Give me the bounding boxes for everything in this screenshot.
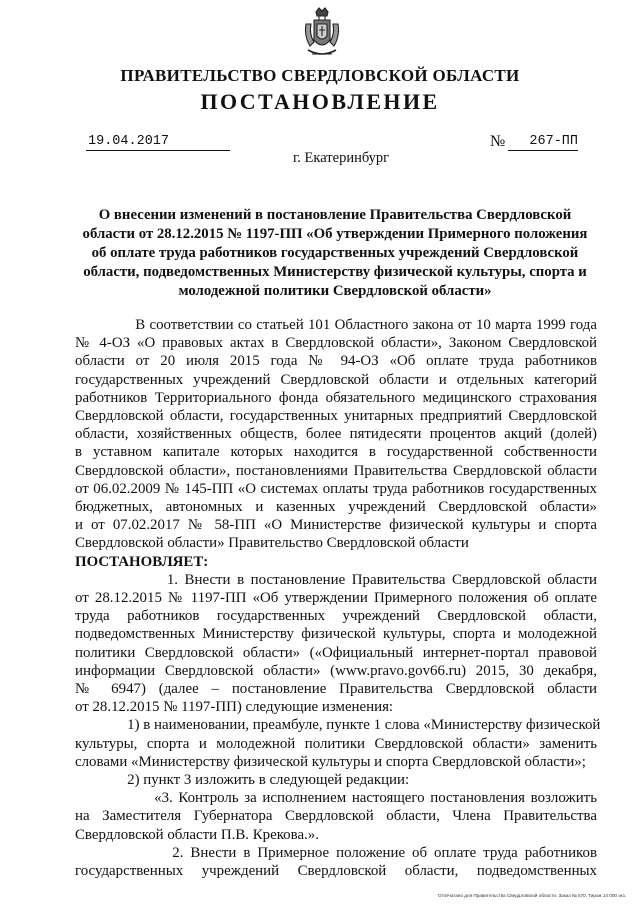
body-line: от 28.12.2015 № 1197-ПП «Об утверждении Примерного положения об оплате (75, 590, 597, 606)
body-line: словами «Министерству физической культуры и спорта Свердловской области»; (75, 753, 586, 770)
body-line: бюджетных, автономных и казенных учреждений Свердловской области» (75, 499, 597, 515)
body-line: политики Свердловской области» («Официальный интернет-портал правовой (75, 644, 597, 661)
document-number: 267-ПП (508, 134, 578, 151)
document-title: О внесении изменений в постановление Правительства Свердловской области от 28.12.2015 № 1197-ПП «Об утверждении Примерного положения об оплате труда работников государственных учреждений Свердловской области, подведомственных Министерству физической культуры, спорта и молодежной политики Свердловской области» (82, 207, 588, 299)
body-line: области, хозяйственных обществ, более пятидесяти процентов акций (долей) (75, 426, 597, 443)
body-line: в уставном капитале которых находится в государственной собственности (75, 444, 597, 461)
body-line: от 06.02.2009 № 145-ПП «О системах оплаты труда работников государственных (75, 480, 597, 497)
body-line: Свердловской области» Правительство Свердловской области (75, 535, 469, 552)
coat-of-arms-icon (302, 6, 342, 62)
body-line: Свердловской области», постановлениями Правительства Свердловской области (75, 462, 597, 479)
document-type: ПОСТАНОВЛЕНИЕ (200, 89, 440, 114)
body-line: труда работников государственных учреждений Свердловской области, (75, 608, 597, 625)
number-label: № (490, 133, 506, 150)
body-line: «3. Контроль за исполнением настоящего постановления возложить (75, 790, 597, 807)
city: г. Екатеринбург (293, 150, 390, 166)
body-line: № 6947) (далее – постановление Правительства Свердловской области (75, 681, 597, 697)
print-footer: Отпечатано для Правительства Свердловской области. Заказ № 570. Тираж 14 000 экз. (437, 893, 626, 898)
document-date: 19.04.2017 (86, 134, 230, 151)
body-line: на Заместителя Губернатора Свердловской области, Члена Правительства (75, 808, 597, 825)
body-line: области от 20 июля 2015 года № 94-ОЗ «Об оплате труда работников (75, 353, 597, 370)
body-line: В соответствии со статьей 101 Областного закона от 10 марта 1999 года (75, 317, 597, 333)
body-line: работников Территориального фонда обязательного медицинского страхования (75, 389, 597, 406)
body-line: от 28.12.2015 № 1197-ПП) следующие изменения: (75, 699, 394, 716)
body-line: 2. Внести в Примерное положение об оплате труда работников (75, 844, 597, 861)
body-line: 2) пункт 3 изложить в следующей редакции: (75, 772, 410, 788)
body-line: и от 07.02.2017 № 58-ПП «О Министерстве физической культуры и спорта (75, 517, 597, 534)
government-name: ПРАВИТЕЛЬСТВО СВЕРДЛОВСКОЙ ОБЛАСТИ (120, 66, 520, 85)
body-line: подведомственных Министерству физической культуры, спорта и молодежной (75, 626, 597, 643)
body-line: культуры, спорта и молодежной политики Свердловской области» заменить (75, 735, 597, 752)
body-line: Свердловской области П.В. Крекова.». (75, 826, 319, 843)
body-line: № 4-ОЗ «О правовых актах в Свердловской области», Законом Свердловской (75, 335, 597, 352)
body-line: государственных учреждений Свердловской области, подведомственных (75, 863, 597, 879)
body-line: государственных учреждений Свердловской области и отдельных категорий (75, 371, 597, 388)
body-line: 1) в наименовании, преамбуле, пункте 1 слова «Министерству физической (75, 717, 601, 734)
body-line: информации Свердловской области» (www.pravo.gov66.ru) 2015, 30 декабря, (75, 662, 597, 679)
body-line: 1. Внести в постановление Правительства Свердловской области (75, 571, 597, 588)
body-line: Свердловской области, государственных унитарных предприятий Свердловской (75, 408, 597, 424)
body-line: ПОСТАНОВЛЯЕТ: (75, 553, 209, 570)
